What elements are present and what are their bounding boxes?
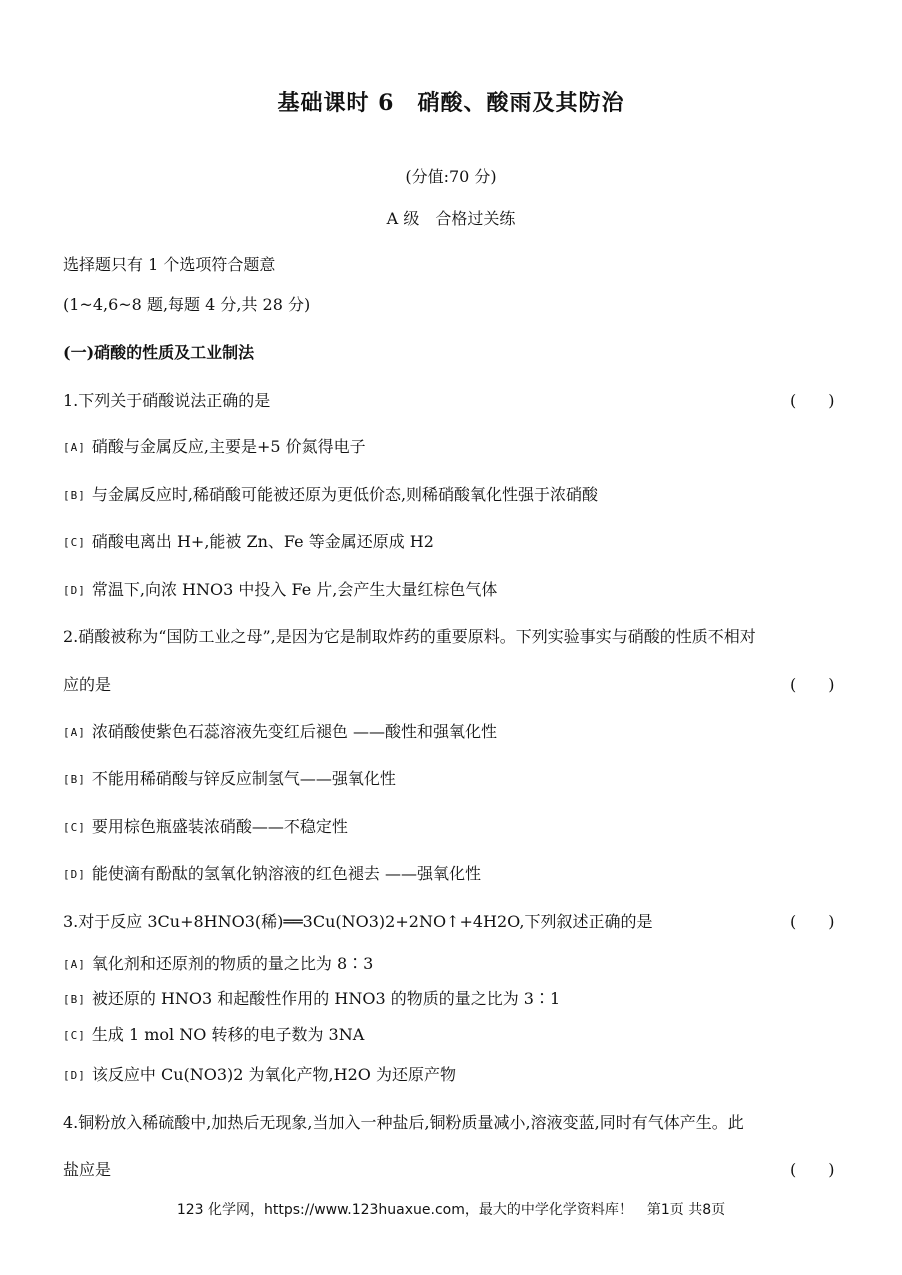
q1-option-a: [A] 硝酸与金属反应,主要是+5 价氮得电子 — [63, 437, 366, 456]
q2-option-d: [D] 能使滴有酚酞的氢氧化钠溶液的红色褪去 ——强氧化性 — [63, 864, 481, 883]
page-footer: 123 化学网，https://www.123huaxue.com，最大的中学化学资料库！ 第1页 共8页 — [176, 1202, 726, 1218]
answer-blank-2: ( ) — [790, 675, 835, 694]
question-4-stem: 4.铜粉放入稀硫酸中,加热后无现象,当加入一种盐后,铜粉质量减小,溶液变蓝,同时有气体产生。此 — [63, 1113, 744, 1132]
level-heading: A 级 合格过关练 — [386, 209, 516, 228]
q2-option-b: [B] 不能用稀硝酸与锌反应制氢气——强氧化性 — [63, 769, 396, 788]
q3-option-a: [A] 氧化剂和还原剂的物质的量之比为 8∶3 — [63, 954, 374, 973]
q3-option-c: [C] 生成 1 mol NO 转移的电子数为 3NA — [63, 1025, 365, 1044]
question-3-stem: 3.对于反应 3Cu+8HNO3(稀)══3Cu(NO3)2+2NO↑+4H2O,下列叙述正确的是 — [63, 912, 653, 931]
q1-option-b: [B] 与金属反应时,稀硝酸可能被还原为更低价态,则稀硝酸氧化性强于浓硝酸 — [63, 485, 599, 504]
answer-blank-4: ( ) — [790, 1160, 835, 1179]
instruction-points: (1~4,6~8 题,每题 4 分,共 28 分) — [63, 295, 311, 314]
score-info: (分值:70 分) — [405, 167, 497, 186]
answer-blank-3: ( ) — [790, 912, 835, 931]
section-heading: (一)硝酸的性质及工业制法 — [63, 343, 255, 362]
question-2-stem: 2.硝酸被称为“国防工业之母”,是因为它是制取炸药的重要原料。下列实验事实与硝酸的性质不相对 — [63, 627, 756, 646]
answer-blank-1: ( ) — [790, 391, 835, 410]
q1-option-c: [C] 硝酸电离出 H+,能被 Zn、Fe 等金属还原成 H2 — [63, 532, 434, 551]
page-title: 基础课时 6 硝酸、酸雨及其防治 — [277, 90, 625, 116]
question-2-stem-cont: 应的是 — [63, 675, 112, 694]
instruction: 选择题只有 1 个选项符合题意 — [63, 255, 276, 274]
q2-option-a: [A] 浓硝酸使紫色石蕊溶液先变红后褪色 ——酸性和强氧化性 — [63, 722, 497, 741]
q3-option-b: [B] 被还原的 HNO3 和起酸性作用的 HNO3 的物质的量之比为 3∶1 — [63, 989, 561, 1008]
question-4-stem-cont: 盐应是 — [63, 1160, 112, 1179]
question-1-stem: 1.下列关于硝酸说法正确的是 — [63, 391, 271, 410]
q3-option-d: [D] 该反应中 Cu(NO3)2 为氧化产物,H2O 为还原产物 — [63, 1065, 456, 1084]
q2-option-c: [C] 要用棕色瓶盛装浓硝酸——不稳定性 — [63, 817, 348, 836]
q1-option-d: [D] 常温下,向浓 HNO3 中投入 Fe 片,会产生大量红棕色气体 — [63, 580, 498, 599]
